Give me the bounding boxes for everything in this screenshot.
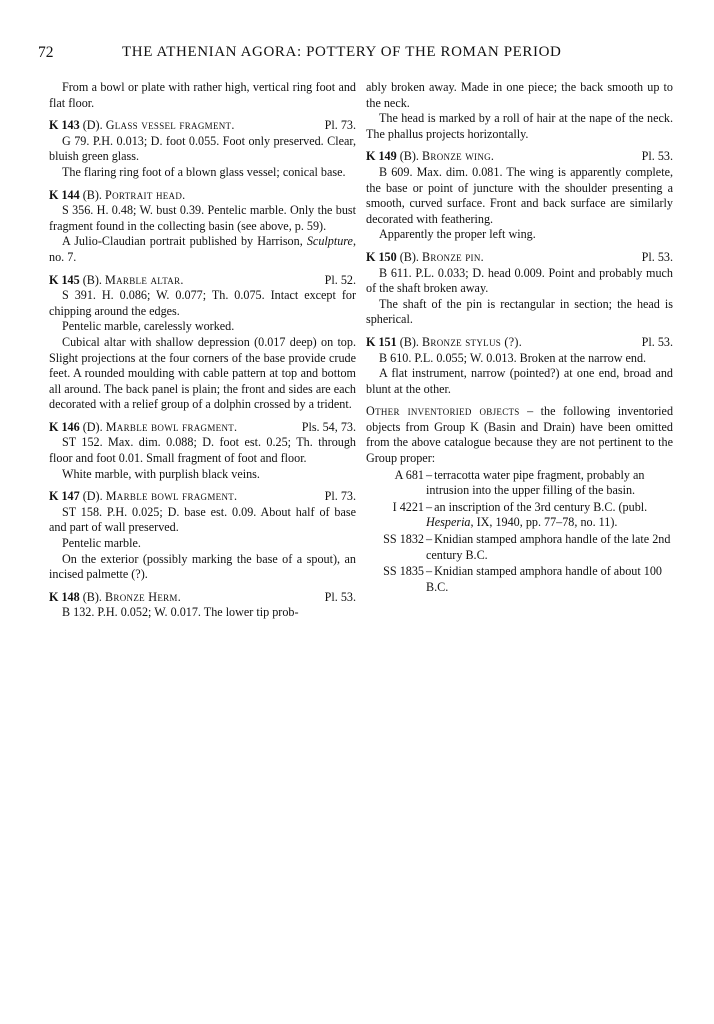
inventory-text: an inscription of the 3rd century B.C. (publ. [434,499,648,514]
entry-group: (B). [82,272,102,287]
note-text: , no. 7. [49,234,356,264]
inventory-code: A 681 [394,467,424,482]
entry-plate: Pl. 52. [324,272,356,287]
entry-text: A flat instrument, narrow (pointed?) at one end, broad and blunt at the other. [366,366,673,396]
entry-text: White marble, with purplish black veins. [62,466,260,481]
entry-text: S 356. H. 0.48; W. bust 0.39. Pentelic marble. Only the bust fragment found in the collecting basin (see above, p. 59). [49,203,356,233]
catalogue-entry-k146 [49,420,356,482]
inventory-description: – Knidian stamped amphora handle of about 100 B.C. [426,564,662,594]
entry-id: K 143 [49,118,80,133]
entry-group: (B). [82,589,102,604]
inventory-italic-title: Hesperia [426,515,471,530]
entry-text: ST 158. P.H. 0.025; D. base est. 0.09. About half of base and part of wall preserved. [49,504,356,535]
entry-group: (D). [82,489,103,504]
entry-id: K 148 [49,589,80,604]
entry-text: Cubical altar with shallow depression (0.017 deep) on top. Slight projections at the four corners of the base provide crude feet. A rounded moulding with cable pattern at top and bottom all around. The back panel is plain; the front and sides are each decorated with a relief group of a dolphin crossed by a trident. [49,334,356,412]
entry-id: K 149 [366,149,397,164]
inventory-code: SS 1832 [383,532,424,547]
note-italic-title: Sculpture [306,234,353,249]
inventory-text: Knidian stamped amphora handle of about 100 B.C. [426,564,662,594]
entry-text: G 79. P.H. 0.013; D. foot 0.055. Foot only preserved. Clear, bluish green glass. [49,133,356,164]
entry-group: (D). [82,419,103,434]
entry-plate: Pl. 73. [324,489,356,504]
entry-text: Pentelic marble, carelessly worked. [62,319,235,334]
inventory-description: – Knidian stamped amphora handle of the late 2nd century B.C. [426,532,671,562]
entry-id: K 145 [49,272,80,287]
entry-heading [49,273,356,289]
entry-group: (B). [399,249,419,264]
other-objects-label: Other inventoried objects [366,404,520,419]
left-column [49,80,356,621]
inventory-description: – terracotta water pipe fragment, probably an intrusion into the upper filling of the basin. [426,467,645,498]
catalogue-entry-k145 [49,273,356,413]
entry-heading [366,149,673,165]
entry-plate: Pls. 54, 73. [301,419,356,434]
inventory-text: Knidian stamped amphora handle of the late 2nd century B.C. [426,532,671,562]
continuation-text: ably broken away. Made in one piece; the back smooth up to the neck. [366,80,673,110]
entry-text: ST 152. Max. dim. 0.088; D. foot est. 0.25; Th. through floor and foot 0.01. Small fragment of foot and floor. [49,435,356,466]
catalogue-entry-k151 [366,335,673,397]
catalogue-entry-k150 [366,250,673,328]
entry-id: K 144 [49,187,80,202]
inventory-text: , IX, 1940, pp. 77–78, no. 11). [470,515,618,530]
entry-text: B 611. P.L. 0.033; D. head 0.009. Point and probably much of the shaft broken away. [366,265,673,296]
other-objects-text: – the following inventoried objects from Group K (Basin and Drain) have been omitted from the above catalogue because they are not pertinent to the Group proper: [366,404,674,466]
entry-heading [49,420,356,436]
entry-text: Apparently the proper left wing. [379,227,536,242]
entry-text: B 609. Max. dim. 0.081. The wing is apparently complete, the base or point of juncture with the shoulder presenting a smooth, curved surface. Front and back surface are similarly decorated with feathering. [366,164,673,226]
intro-paragraph: From a bowl or plate with rather high, vertical ring foot and flat floor. [49,80,356,110]
entry-title: Bronze pin. [422,249,484,264]
running-title: THE ATHENIAN AGORA: POTTERY OF THE ROMAN PERIOD [122,44,562,60]
entry-note [49,234,356,265]
entry-id: K 150 [366,249,397,264]
entry-text: S 391. H. 0.086; W. 0.077; Th. 0.075. Intact except for chipping around the edges. [49,288,356,318]
inventory-code: SS 1835 [383,564,424,579]
entry-group: (D). [82,118,103,133]
entry-group: (B). [82,187,102,202]
catalogue-entry-k149 [366,149,673,243]
entry-title: Bronze Herm. [105,589,182,604]
entry-plate: Pl. 53. [324,589,356,604]
page-header [38,44,688,64]
entry-heading [49,188,356,204]
entry-heading [366,335,673,351]
entry-title: Bronze stylus (?). [422,334,523,349]
inventory-text: terracotta water pipe fragment, probably an intrusion into the upper filling of the basin. [426,467,645,498]
catalogue-entry-k143 [49,118,356,180]
entry-id: K 147 [49,489,80,504]
inventory-item [366,564,673,595]
entry-text: B 132. P.H. 0.052; W. 0.017. The lower tip prob- [62,605,299,620]
entry-id: K 146 [49,419,80,434]
entry-heading [49,489,356,505]
inventory-item [366,532,673,563]
catalogue-entry-k148 [49,590,356,621]
entry-group: (B). [399,334,419,349]
note-text: A Julio-Claudian portrait published by Harrison, [62,234,307,249]
entry-title: Glass vessel fragment. [105,118,235,133]
entry-plate: Pl. 73. [324,118,356,133]
entry-title: Bronze wing. [422,149,495,164]
entry-plate: Pl. 53. [641,149,673,164]
inventory-description: – an inscription of the 3rd century B.C. (publ. Hesperia, IX, 1940, pp. 77–78, no. 11). [426,499,648,530]
entry-title: Marble bowl fragment. [105,419,238,434]
catalogue-entry-k144 [49,188,356,266]
inventory-item [366,500,673,531]
entry-plate: Pl. 53. [641,334,673,349]
entry-plate: Pl. 53. [641,249,673,264]
entry-id: K 151 [366,334,397,349]
page-number: 72 [38,44,54,61]
entry-title: Marble bowl fragment. [105,489,238,504]
other-objects-intro [366,404,673,466]
entry-heading [49,590,356,606]
entry-text: On the exterior (possibly marking the base of a spout), an incised palmette (?). [49,551,356,582]
right-column [366,80,673,595]
inventory-code: I 4221 [392,499,424,514]
entry-title: Portrait head. [105,187,186,202]
entry-heading [49,118,356,134]
entry-text: Pentelic marble. [62,536,141,551]
continuation-text: The head is marked by a roll of hair at the nape of the neck. The phallus projects horizontally. [366,111,673,141]
entry-text: The flaring ring foot of a blown glass vessel; conical base. [62,164,346,179]
entry-heading [366,250,673,266]
entry-text: The shaft of the pin is rectangular in section; the head is spherical. [366,296,673,327]
entry-group: (B). [399,149,419,164]
inventory-item [366,468,673,499]
entry-text: B 610. P.L. 0.055; W. 0.013. Broken at the narrow end. [379,350,647,365]
entry-title: Marble altar. [105,272,184,287]
catalogue-entry-k147 [49,489,356,583]
